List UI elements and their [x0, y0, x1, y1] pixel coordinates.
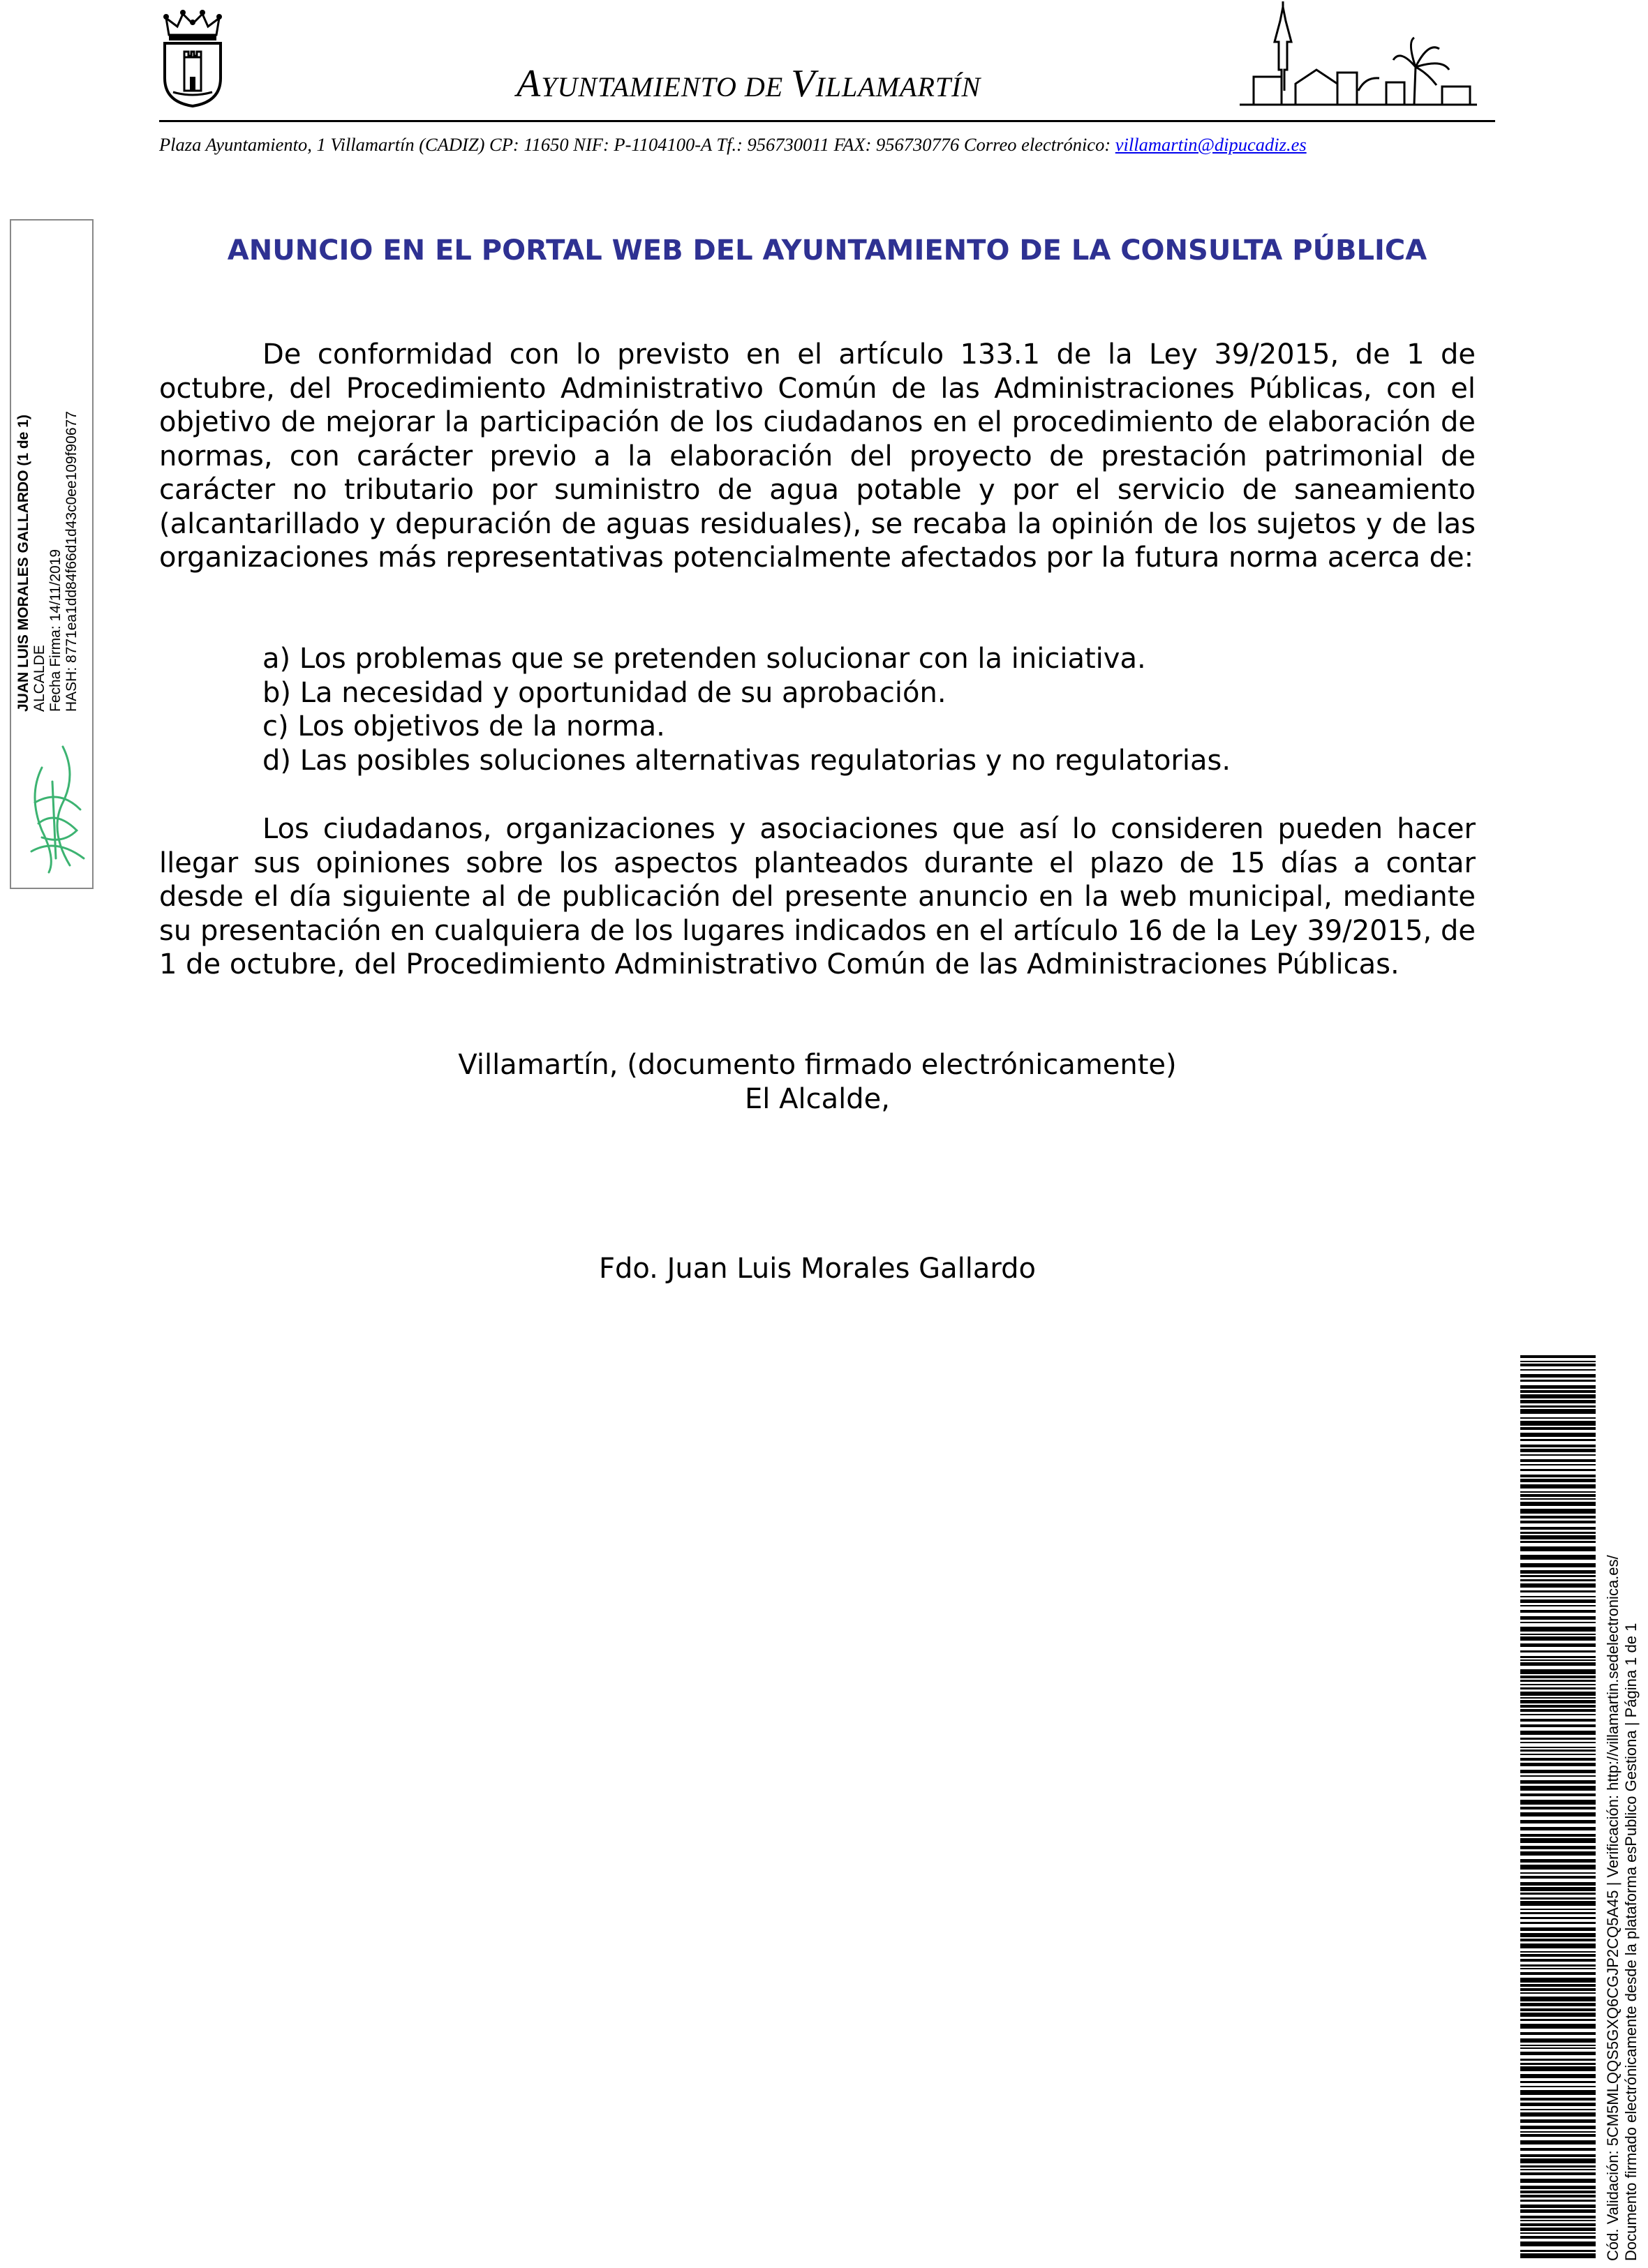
consultation-list [262, 642, 1449, 777]
address-text: Plaza Ayuntamiento, 1 Villamartín (CADIZ) CP: 11650 NIF: P-1104100-A Tf.: 956730011 FAX: 956730776 Correo electrónico: [159, 134, 1115, 155]
verification-code: Cód. Validación: 5CM5MLQQS5GXQ6CGJP2CQ5A45 | Verificación: http://villamartin.sedelectronica.es/ [1604, 1555, 1621, 2261]
title-word: ILLAMARTÍN [815, 71, 981, 103]
place-line: Villamartín, (documento firmado electrónicamente) [458, 1049, 1177, 1081]
paragraph-2 [159, 812, 1476, 982]
list-item: a) Los problemas que se pretenden solucionar con la iniciativa. [262, 643, 1146, 675]
title-word: YUNTAMIENTO DE [541, 71, 792, 103]
title-initial: V [791, 62, 816, 105]
signature-date: Fecha Firma: 14/11/2019 [47, 549, 64, 712]
signed-by: Fdo. Juan Luis Morales Gallardo [599, 1253, 1036, 1285]
town-skyline-icon [1240, 0, 1477, 110]
list-item: b) La necesidad y oportunidad de su aprobación. [262, 676, 947, 709]
paragraph-1 [159, 338, 1476, 575]
paragraph-2-text: Los ciudadanos, organizaciones y asociaciones que así lo consideren pueden hacer llegar sus opiniones sobre los aspectos planteados durante el plazo de 15 días a contar desde el día siguiente al de publicación del presente anuncio en la web municipal, mediante su presentación en cualquiera de los lugares indicados en el artículo 16 de la Ley 39/2015, de 1 de octubre, del Procedimiento Administrativo Común de las Administraciones Públicas. [159, 813, 1476, 980]
coat-of-arms-icon [159, 8, 226, 107]
verification-text [1604, 1424, 1640, 2261]
list-item: d) Las posibles soluciones alternativas regulatorias y no regulatorias. [262, 744, 1231, 777]
paragraph-1-text: De conformidad con lo previsto en el artículo 133.1 de la Ley 39/2015, de 1 de octubre, del Procedimiento Administrativo Común de las Administraciones Públicas, con el objetivo de mejorar la participación de los ciudadanos en el procedimiento de elaboración de normas, con carácter previo a la elaboración del proyecto de prestación patrimonial de carácter no tributario por suministro de agua potable y por el servicio de saneamiento (alcantarillado y depuración de aguas residuales), se recaba la opinión de los sujetos y de las organizaciones más representativas potencialmente afectados por la futura norma acerca de: [159, 338, 1476, 574]
email-link[interactable]: villamartin@dipucadiz.es [1115, 134, 1307, 155]
verification-note: Documento firmado electrónicamente desde la plataforma esPublico Gestiona | Página 1 de 1 [1622, 1622, 1640, 2261]
handwritten-signature-icon [21, 726, 91, 886]
signer-name: JUAN LUIS MORALES GALLARDO (1 de 1) [15, 415, 31, 712]
address-line [159, 134, 1495, 156]
title-initial: A [517, 62, 542, 105]
signature-hash: HASH: 8771ea1dd84f66d1d43c0ee109f90677 [64, 411, 80, 712]
signature-details [15, 349, 80, 712]
barcode-icon [1520, 1355, 1596, 2262]
page-title [517, 61, 1159, 106]
signer-title: El Alcalde, [745, 1083, 890, 1115]
document-heading: ANUNCIO EN EL PORTAL WEB DEL AYUNTAMIENTO DE LA CONSULTA PÚBLICA [227, 234, 1427, 267]
header-divider [159, 120, 1495, 122]
signer-role: ALCALDE [31, 645, 47, 712]
list-item: c) Los objetivos de la norma. [262, 710, 665, 743]
